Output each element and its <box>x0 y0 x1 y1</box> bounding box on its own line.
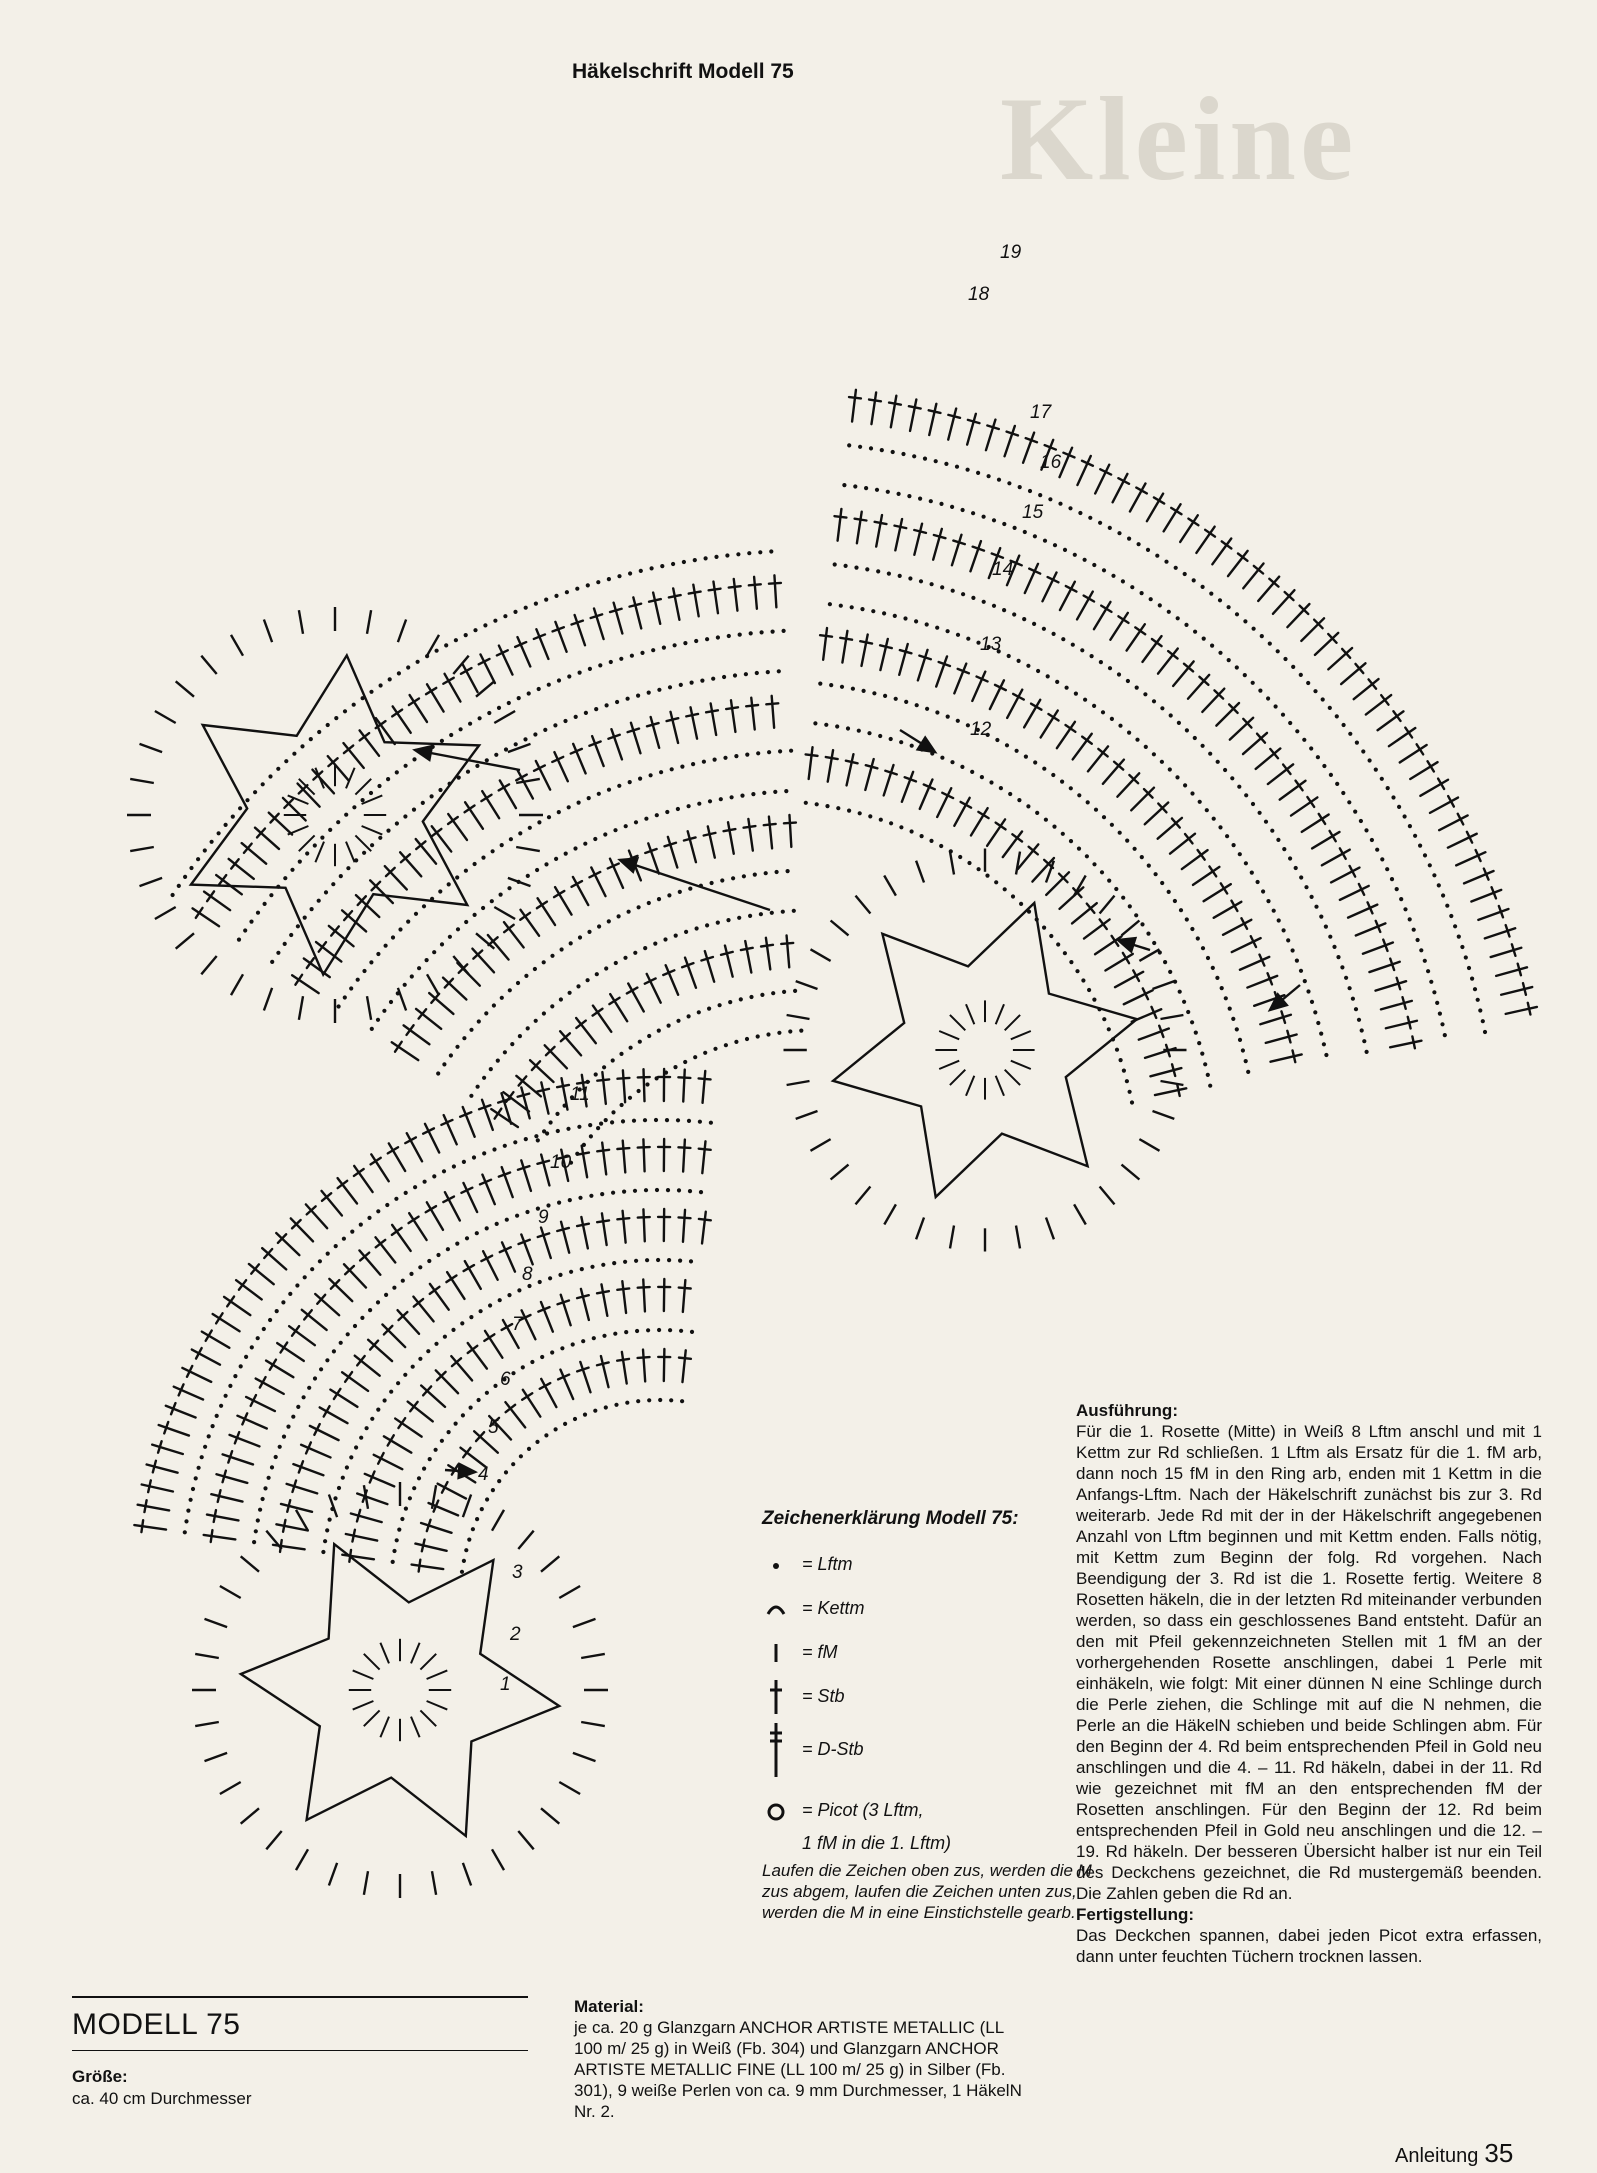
legend-text: 1 fM in die 1. Lftm) <box>802 1833 952 1853</box>
round-number: 19 <box>1000 242 1022 263</box>
round-number: 12 <box>970 719 992 740</box>
chart-row <box>488 935 795 1132</box>
round-number: 2 <box>510 1624 521 1645</box>
round-number: 4 <box>478 1464 489 1485</box>
chart-row <box>832 508 1423 1053</box>
show-through-text: Kleine <box>1000 72 1358 205</box>
chart-row <box>203 1139 712 1545</box>
round-number: 6 <box>500 1369 511 1390</box>
chart-row <box>818 682 1250 1075</box>
chart-row <box>833 562 1369 1054</box>
model-name: MODELL 75 <box>72 1996 528 2042</box>
chart-row <box>847 443 1487 1034</box>
chart-row <box>813 721 1212 1087</box>
instructions-text: Für die 1. Rosette (Mitte) in Weiß 8 Lftm anschl und mit 1 Kettm zur Rd schließen. 1 Lftm als Ersatz für die 1. fM arb, dann noch 15 fM in den Ring arb, enden mit 1 Kettm in die Anfangs-Lftm. Nach der Häkelschrift zunächst bis zur 3. Rd weiterarb. Jede Rd mit der in der Häkelschrift angegebenen Anzahl von Lftm beginnen und mit Kettm enden. Falls nötig, mit Kettm zum Beginn der folg. Rd vorgehen. Nach Beendigung der 3. Rd ist die 1. Rosette fertig. Weitere 8 Rosetten häkeln, die in der letzten Rd miteinander verbunden werden, so dass ein geschlossenes Band entsteht. Dafür an den mit Pfeil gekennzeichneten Stellen mit 1 fM an der vorhergehenden Rosette anschlingen, dabei 1 Perle mit einhäkeln, wie folgt: Mit einer dünnen N eine Schlinge durch die Perle ziehen, die Schlinge mit auf die N nehmen, die Perle an die HäkelN schieben und beide Schlingen abm. Für den Beginn der 4. Rd beim entsprechenden Pfeil in Gold neu anschlingen und die 4. – 11. Rd häkeln, dabei in der 11. Rd wie gezeichnet mit fM an den entsprechenden fM der Rosetten anschlingen. Für den Beginn der 12. Rd beim entsprechenden Pfeil in Gold neu anschlingen und die 12. – 19. Rd häkeln. Der besseren Übersicht halber ist nur ein Teil des Deckchens gezeichnet, die Rd mustergemäß beenden. Die Zahlen geben die Rd an. <box>1076 1422 1542 1903</box>
legend <box>762 1508 1092 1923</box>
legend-row <box>762 1630 1092 1674</box>
chart-row <box>189 575 782 931</box>
chart-row <box>237 629 786 942</box>
legend-title: Zeichenerklärung Modell 75: <box>762 1508 1019 1529</box>
size-label: Größe: <box>72 2067 128 2086</box>
material-label: Material: <box>574 1997 644 2016</box>
round-number: 9 <box>538 1207 549 1228</box>
round-number: 3 <box>512 1562 523 1583</box>
rosette <box>192 1482 608 1898</box>
round-number: 11 <box>570 1084 590 1105</box>
instructions-label: Ausführung: <box>1076 1401 1178 1420</box>
legend-text: = Kettm <box>802 1598 865 1618</box>
join-arrow <box>900 730 935 752</box>
round-number: 18 <box>968 284 990 305</box>
instructions-block <box>1076 1400 1542 1967</box>
round-number: 16 <box>1040 452 1062 473</box>
model-block <box>72 1996 528 2109</box>
round-number: 5 <box>488 1417 499 1438</box>
join-arrow <box>620 858 770 910</box>
chart-row <box>803 746 1188 1100</box>
legend-text: = Picot (3 Lftm, <box>802 1800 924 1820</box>
legend-row <box>762 1586 1092 1630</box>
page-number: 35 <box>1484 2138 1514 2168</box>
legend-text: = fM <box>802 1642 838 1662</box>
slip-stitch-icon <box>762 1588 800 1628</box>
legend-row <box>762 1674 1092 1718</box>
round-number: 13 <box>980 634 1002 655</box>
legend-row <box>762 1718 1092 1780</box>
chart-row <box>846 389 1538 1020</box>
legend-row <box>762 1542 1092 1586</box>
chain-dot-icon <box>762 1544 800 1584</box>
legend-text: = D-Stb <box>802 1739 864 1759</box>
rosette <box>127 607 543 1023</box>
legend-row <box>762 1788 1092 1832</box>
chart-row <box>411 1349 692 1575</box>
chart-row <box>183 1118 713 1535</box>
material-text: je ca. 20 g Glanzgarn ANCHOR ARTISTE METALLIC (LL 100 m/ 25 g) in Weiß (Fb. 304) und Glanzgarn ANCHOR ARTISTE METALLIC FINE (LL 100 m/ 25 g) in Silber (Fb. 301), 9 weiße Perlen von ca. 9 mm Durchmesser, 1 HäkelN Nr. 2. <box>574 2018 1022 2121</box>
chart-row <box>337 749 794 1009</box>
picot-icon <box>762 1790 800 1830</box>
rosette <box>784 849 1187 1252</box>
round-number: 17 <box>1030 402 1052 423</box>
double-crochet-icon <box>762 1676 800 1716</box>
material-block <box>574 1996 1034 2122</box>
legend-note: Laufen die Zeichen oben zus, werden die M zus abgem, laufen die Zeichen unten zus, werden die M in eine Einstichstelle gearb. <box>762 1861 1092 1922</box>
round-number: 14 <box>992 559 1014 580</box>
chart-row <box>252 1188 703 1544</box>
legend-text: = Lftm <box>802 1554 853 1574</box>
round-number: 1 <box>500 1674 511 1695</box>
round-number: 7 <box>512 1314 523 1335</box>
chart-row <box>817 627 1303 1067</box>
finish-label: Fertigstellung: <box>1076 1905 1195 1924</box>
chart-title: Häkelschrift Modell 75 <box>572 60 794 83</box>
legend-text: = Stb <box>802 1686 845 1706</box>
treble-crochet-icon <box>762 1719 800 1779</box>
divider <box>72 2050 528 2051</box>
round-number: 8 <box>522 1264 533 1285</box>
size-value: ca. 40 cm Durchmesser <box>72 2089 252 2108</box>
join-arrow <box>1118 938 1150 951</box>
footer-label: Anleitung <box>1395 2145 1479 2167</box>
chart-row <box>388 815 797 1066</box>
round-number: 10 <box>550 1152 572 1173</box>
chart-row <box>804 801 1134 1105</box>
single-crochet-icon <box>762 1632 800 1672</box>
chart-row <box>828 602 1329 1057</box>
finish-text: Das Deckchen spannen, dabei jeden Picot extra erfassen, dann unter feuchten Tüchern trocknen lassen. <box>1076 1926 1542 1966</box>
page-footer <box>1395 2138 1513 2169</box>
round-number: 15 <box>1022 502 1044 523</box>
chart-row <box>469 909 796 1098</box>
